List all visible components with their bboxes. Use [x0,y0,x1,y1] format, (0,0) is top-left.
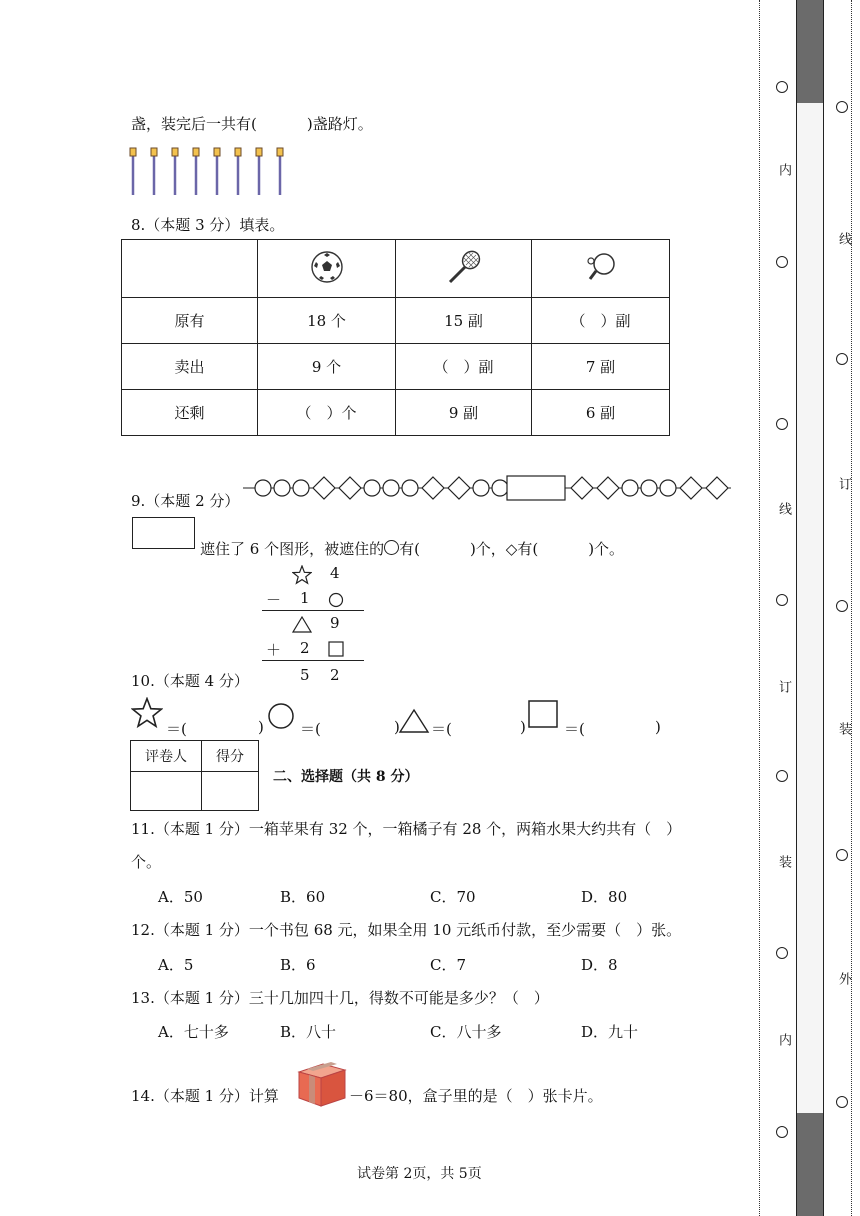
score-box [130,740,259,811]
q10-title: 10.（本题 4 分） [131,672,249,690]
q9-text-c: )个，◇有( [469,540,539,558]
binding-bar-middle [796,103,824,1113]
chain-diamond [339,477,361,499]
table-cell: 6 副 [532,390,670,436]
chain-cover-box [507,476,565,500]
digit: 2 [330,666,340,684]
binding-bar-top [796,0,824,103]
chain-circle [402,480,418,496]
page-footer: 试卷第 2页，共 5页 [357,1166,482,1182]
eq-text: ) [520,718,526,736]
q7-text-after: )盏路灯。 [306,115,373,133]
table-cell: 9 副 [396,390,532,436]
q9-text-d: )个。 [588,540,625,558]
score-cell[interactable] [202,772,259,811]
chain-circle [255,480,271,496]
binding-hole-icon [836,101,848,113]
binding-bar-bottom [796,1113,824,1216]
binding-hole-icon [776,770,788,782]
binding-label: 外 [836,972,851,985]
option-c[interactable]: C．7 [430,956,467,974]
option-d[interactable]: D．九十 [581,1023,639,1041]
chain-circle [641,480,657,496]
lamp-head [172,148,178,156]
lamp-head [130,148,136,156]
eq-text: ) [258,718,264,736]
table-corner [122,240,258,298]
table-cell: 15 副 [396,298,532,344]
option-d[interactable]: D．80 [581,888,628,906]
digit: 4 [330,564,340,582]
eq-text: ＝( [166,720,187,738]
binding-hole-icon [776,81,788,93]
chain-circle [293,480,309,496]
binding-hole-icon [836,353,848,365]
tennis-racket-icon [444,249,484,285]
option-b[interactable]: B．八十 [280,1023,337,1041]
lamp-head [235,148,241,156]
circle-icon [384,540,399,555]
q12-text: 12.（本题 1 分）一个书包 68 元，如果全用 10 元纸币付款，至少需要（ ）张。 [131,921,682,939]
lamp-head [214,148,220,156]
q9-text [200,538,624,559]
table-header-pingpong [532,240,670,298]
option-b[interactable]: B．60 [280,888,326,906]
eq-text: ) [655,718,661,736]
option-c[interactable]: C．70 [430,888,476,906]
binding-label: 内 [776,1033,791,1046]
q9-text-b: 有( [399,540,420,558]
chain-diamond [571,477,593,499]
digit: 2 [300,639,310,657]
binding-label: 装 [836,722,851,735]
football-icon [309,249,345,285]
chain-circle [274,480,290,496]
eq-text: ＝( [564,720,585,738]
option-a[interactable]: A．七十多 [158,1023,229,1041]
pingpong-paddle-icon [583,249,619,285]
table-cell: 7 副 [532,344,670,390]
star-icon [131,697,163,729]
binding-label: 订 [776,680,791,693]
grader-cell[interactable] [131,772,202,811]
option-a[interactable]: A．5 [158,956,194,974]
chain-diamond [422,477,444,499]
triangle-icon [398,708,430,734]
chain-circle [383,480,399,496]
grader-header: 评卷人 [131,741,202,772]
eq-text: ＝( [431,720,452,738]
lamp-head [277,148,283,156]
chain-diamond [313,477,335,499]
table-header-football [258,240,396,298]
street-lamps-image [128,145,293,197]
chain-circle [473,480,489,496]
lamp-head [151,148,157,156]
chain-circle [492,480,508,496]
option-b[interactable]: B．6 [280,956,316,974]
q14-text-after: －6＝80，盒子里的是（ ）张卡片。 [349,1087,603,1105]
square-icon [328,641,344,657]
divider [262,660,364,661]
cover-box-icon [132,517,195,549]
q11-text: 11.（本题 1 分）一箱苹果有 32 个，一箱橘子有 28 个，两箱水果大约共有（ ） [131,820,682,838]
box-icon [293,1060,349,1110]
table-cell: 18 个 [258,298,396,344]
q13-text: 13.（本题 1 分）三十几加四十几，得数不可能是多少？（ ） [131,989,549,1007]
star-icon [292,565,312,585]
binding-line-inner [759,0,761,1216]
chain-diamond [597,477,619,499]
binding-label: 装 [776,855,791,868]
binding-label: 订 [836,477,851,490]
binding-label: 线 [776,502,791,515]
binding-hole-icon [836,600,848,612]
q7-text-before: 盏，装完后一共有( [131,115,257,133]
lamp-head [256,148,262,156]
chain-diamond [680,477,702,499]
digit: 1 [300,589,310,607]
q9-text-a: 遮住了 6 个图形，被遮住的 [200,540,385,558]
chain-diamond [448,477,470,499]
q9-title: 9.（本题 2 分） [131,492,240,510]
binding-hole-icon [776,1126,788,1138]
q14-text-before: 14.（本题 1 分）计算 [131,1087,279,1105]
section-title: 二、选择题（共 8 分） [273,769,419,785]
binding-hole-icon [776,418,788,430]
option-a[interactable]: A．50 [158,888,203,906]
chain-circle [622,480,638,496]
option-c[interactable]: C．八十多 [430,1023,502,1041]
q7-tail [131,113,373,134]
plus-sign: ＋ [266,641,282,659]
chain-diamond [706,477,728,499]
chain-circle [660,480,676,496]
row-label-original: 原有 [122,298,258,344]
binding-line-outer [851,0,853,1216]
binding-hole-icon [836,1096,848,1108]
vertical-arithmetic [258,562,368,687]
chain-circle [364,480,380,496]
row-label-remaining: 还剩 [122,390,258,436]
binding-hole-icon [776,594,788,606]
square-icon [527,699,561,729]
eq-text: ) [394,718,400,736]
binding-label: 线 [836,232,851,245]
row-label-sold: 卖出 [122,344,258,390]
table-cell: （ ）副 [396,344,532,390]
q8-table [121,239,670,436]
shape-chain-image [243,473,731,503]
eq-text: ＝( [300,720,321,738]
table-header-tennis [396,240,532,298]
minus-sign: － [266,591,282,609]
lamp-head [193,148,199,156]
binding-label: 内 [776,163,791,176]
binding-hole-icon [776,947,788,959]
binding-hole-icon [836,849,848,861]
triangle-icon [292,615,312,633]
circle-icon [328,592,344,608]
divider [262,610,364,611]
score-header: 得分 [202,741,259,772]
table-cell: （ ）副 [532,298,670,344]
table-cell: 9 个 [258,344,396,390]
circle-icon [266,702,296,730]
option-d[interactable]: D．8 [581,956,618,974]
q11-text-2: 个。 [131,853,162,871]
q8-title: 8.（本题 3 分）填表。 [131,216,285,234]
table-cell: （ ）个 [258,390,396,436]
digit: 5 [300,666,310,684]
digit: 9 [330,614,340,632]
binding-hole-icon [776,256,788,268]
